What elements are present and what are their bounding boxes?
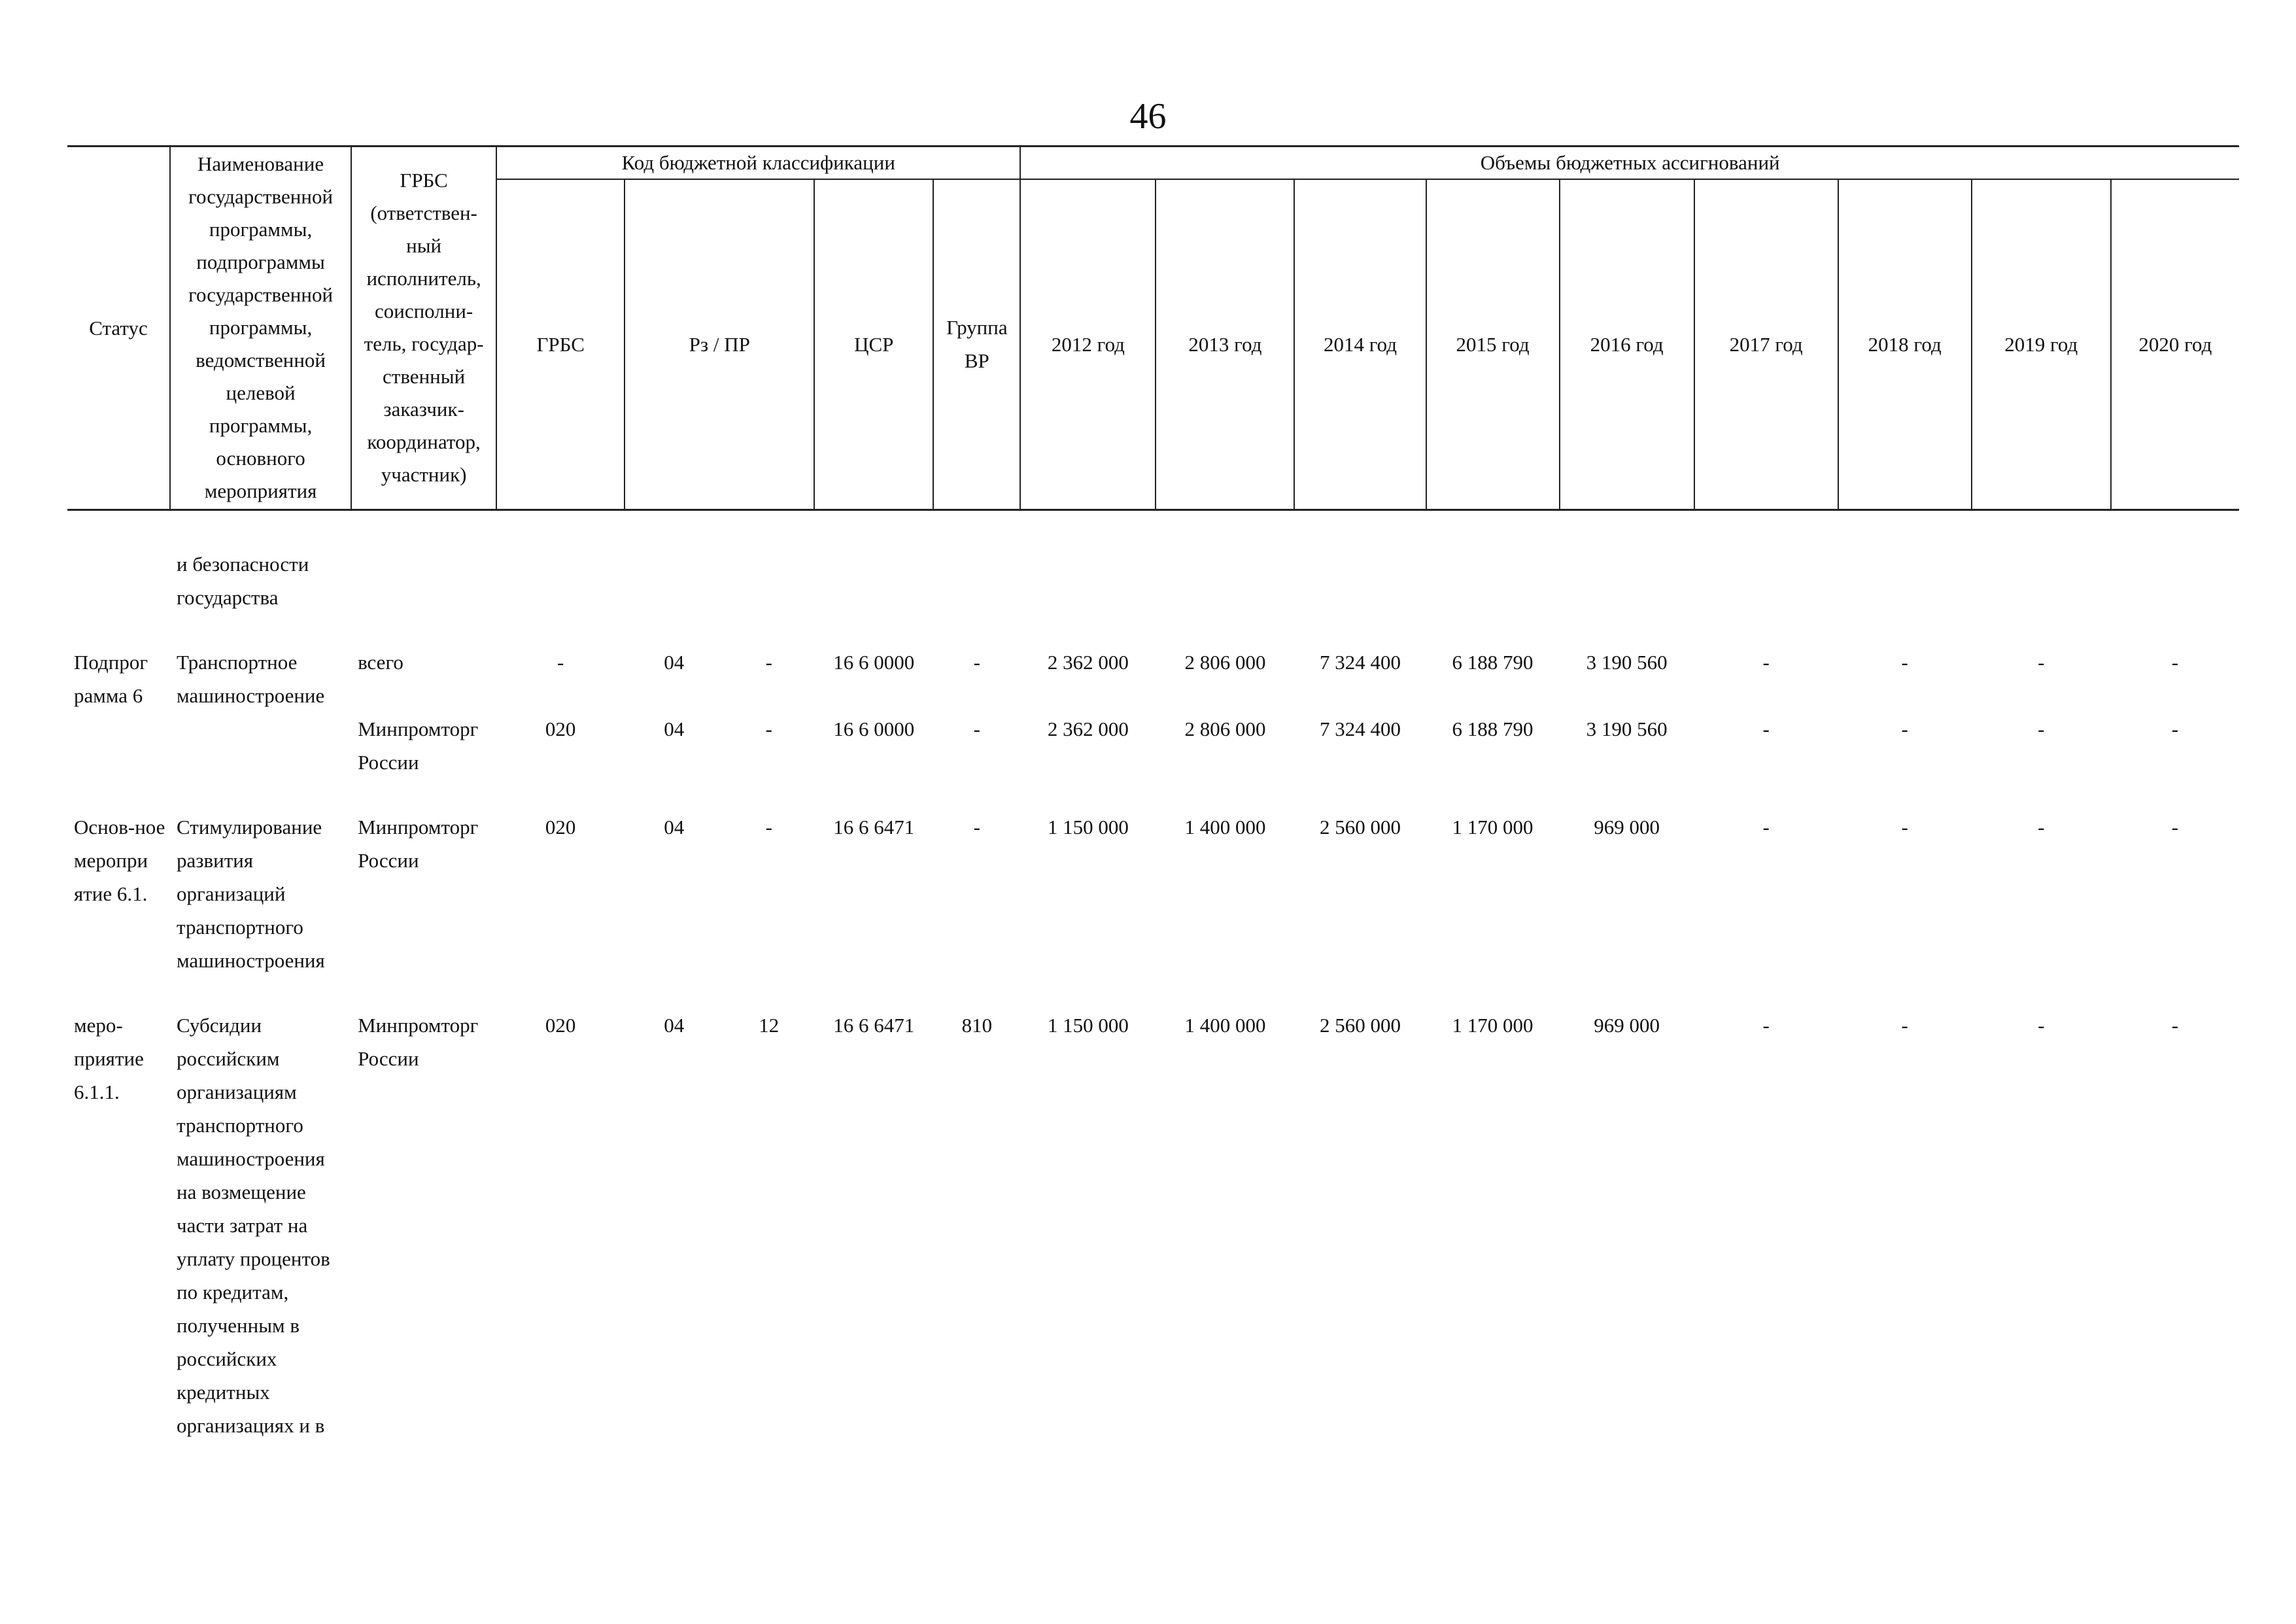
row-csr: 16 6 6471: [833, 1013, 915, 1037]
row-status: Основ-ное меропри ятие 6.1.: [74, 815, 165, 905]
row-rz: 04: [664, 1013, 685, 1037]
continuation-text: и безопасности государства: [177, 552, 309, 609]
row-value-2018: -: [1901, 815, 1908, 838]
row-name: Стимулирование развития организаций транспортного машиностроения: [177, 815, 325, 972]
row-grbs: 020: [545, 815, 576, 838]
header-rz-pr: Рз / ПР: [625, 179, 814, 510]
row-vr: 810: [961, 1013, 993, 1037]
row-value-2020: -: [2171, 717, 2179, 740]
row-value-2016: 3 190 560: [1586, 650, 1668, 674]
header-name: Наименование государственной программы, подпрограммы государственной программы, ведомственной целевой программы, основного мероприятия: [170, 147, 351, 510]
row-value-2020: -: [2171, 1013, 2179, 1037]
header-year-2019: 2019 год: [1972, 179, 2111, 510]
row-grbs-responsible: Минпромторг России: [358, 717, 479, 774]
row-vr: -: [973, 815, 980, 838]
row-value-2012: 2 362 000: [1047, 650, 1129, 674]
row-value-2016: 3 190 560: [1586, 717, 1668, 740]
row-value-2016: 969 000: [1594, 1013, 1660, 1037]
row-value-2019: -: [2038, 1013, 2045, 1037]
row-status: меро-приятие 6.1.1.: [74, 1013, 144, 1103]
row-grbs-responsible: Минпромторг России: [358, 1013, 479, 1070]
row-grbs: 020: [545, 1013, 576, 1037]
row-value-2019: -: [2038, 650, 2045, 674]
row-pr: -: [765, 815, 772, 838]
row-value-2014: 2 560 000: [1320, 815, 1401, 838]
header-volumes-group: Объемы бюджетных ассигнований: [1020, 147, 2239, 180]
row-pr: 12: [759, 1013, 780, 1037]
row-csr: 16 6 0000: [833, 717, 915, 740]
header-year-2012: 2012 год: [1020, 179, 1156, 510]
row-value-2014: 2 560 000: [1320, 1013, 1401, 1037]
header-grbs: ГРБС: [496, 179, 625, 510]
row-value-2015: 6 188 790: [1452, 650, 1534, 674]
header-csr: ЦСР: [814, 179, 933, 510]
header-group-vr: Группа ВР: [933, 179, 1020, 510]
row-value-2012: 2 362 000: [1047, 717, 1129, 740]
header-year-2017: 2017 год: [1694, 179, 1838, 510]
row-value-2013: 1 400 000: [1184, 815, 1266, 838]
row-rz: 04: [664, 650, 685, 674]
header-status: Статус: [67, 147, 170, 510]
table-row: [67, 810, 2239, 977]
row-value-2015: 1 170 000: [1452, 815, 1534, 838]
row-value-2012: 1 150 000: [1047, 1013, 1129, 1037]
row-value-2020: -: [2171, 650, 2179, 674]
row-value-2014: 7 324 400: [1320, 717, 1401, 740]
row-grbs: 020: [545, 717, 576, 740]
row-rz: 04: [664, 717, 685, 740]
row-grbs-responsible: Минпромторг России: [358, 815, 479, 872]
row-value-2015: 6 188 790: [1452, 717, 1534, 740]
table-row: [67, 712, 2239, 779]
row-name: [170, 712, 351, 779]
row-status: [67, 712, 170, 779]
continuation-row: [67, 547, 2239, 614]
row-rz: 04: [664, 815, 685, 838]
row-name: Транспортное машиностроение: [177, 650, 325, 707]
header-year-2015: 2015 год: [1426, 179, 1560, 510]
row-name: Субсидии российским организациям транспортного машиностроения на возмещение части затрат на уплату процентов по кредитам, полученным в российских кредитных организациях и в: [177, 1013, 330, 1437]
row-pr: -: [765, 650, 772, 674]
header-code-group: Код бюджетной классификации: [496, 147, 1020, 180]
header-year-2016: 2016 год: [1560, 179, 1694, 510]
row-value-2015: 1 170 000: [1452, 1013, 1534, 1037]
header-year-2018: 2018 год: [1838, 179, 1972, 510]
row-vr: -: [973, 717, 980, 740]
row-value-2018: -: [1901, 1013, 1908, 1037]
row-value-2019: -: [2038, 815, 2045, 838]
table-row: [67, 646, 2239, 712]
row-value-2018: -: [1901, 717, 1908, 740]
row-value-2014: 7 324 400: [1320, 650, 1401, 674]
table-row: [67, 1009, 2239, 1442]
budget-table: [67, 145, 2239, 1442]
row-grbs-responsible: всего: [358, 650, 403, 674]
row-value-2013: 2 806 000: [1184, 717, 1266, 740]
row-grbs: -: [557, 650, 564, 674]
header-row-groups: [67, 147, 2239, 180]
row-value-2017: -: [1762, 650, 1770, 674]
row-value-2018: -: [1901, 650, 1908, 674]
header-year-2013: 2013 год: [1156, 179, 1294, 510]
header-grbs-responsible: ГРБС (ответствен-ный исполнитель, соисполни-тель, государ-ственный заказчик-координатор, участник): [351, 147, 496, 510]
row-csr: 16 6 0000: [833, 650, 915, 674]
row-value-2017: -: [1762, 1013, 1770, 1037]
row-value-2020: -: [2171, 815, 2179, 838]
row-value-2017: -: [1762, 815, 1770, 838]
row-pr: -: [765, 717, 772, 740]
row-value-2013: 2 806 000: [1184, 650, 1266, 674]
header-year-2014: 2014 год: [1294, 179, 1426, 510]
row-vr: -: [973, 650, 980, 674]
row-csr: 16 6 6471: [833, 815, 915, 838]
row-value-2013: 1 400 000: [1184, 1013, 1266, 1037]
row-value-2019: -: [2038, 717, 2045, 740]
row-value-2016: 969 000: [1594, 815, 1660, 838]
row-status: Подпрог рамма 6: [74, 650, 148, 707]
row-value-2017: -: [1762, 717, 1770, 740]
page-number: 46: [1129, 96, 1167, 137]
header-year-2020: 2020 год: [2111, 179, 2239, 510]
row-value-2012: 1 150 000: [1047, 815, 1129, 838]
